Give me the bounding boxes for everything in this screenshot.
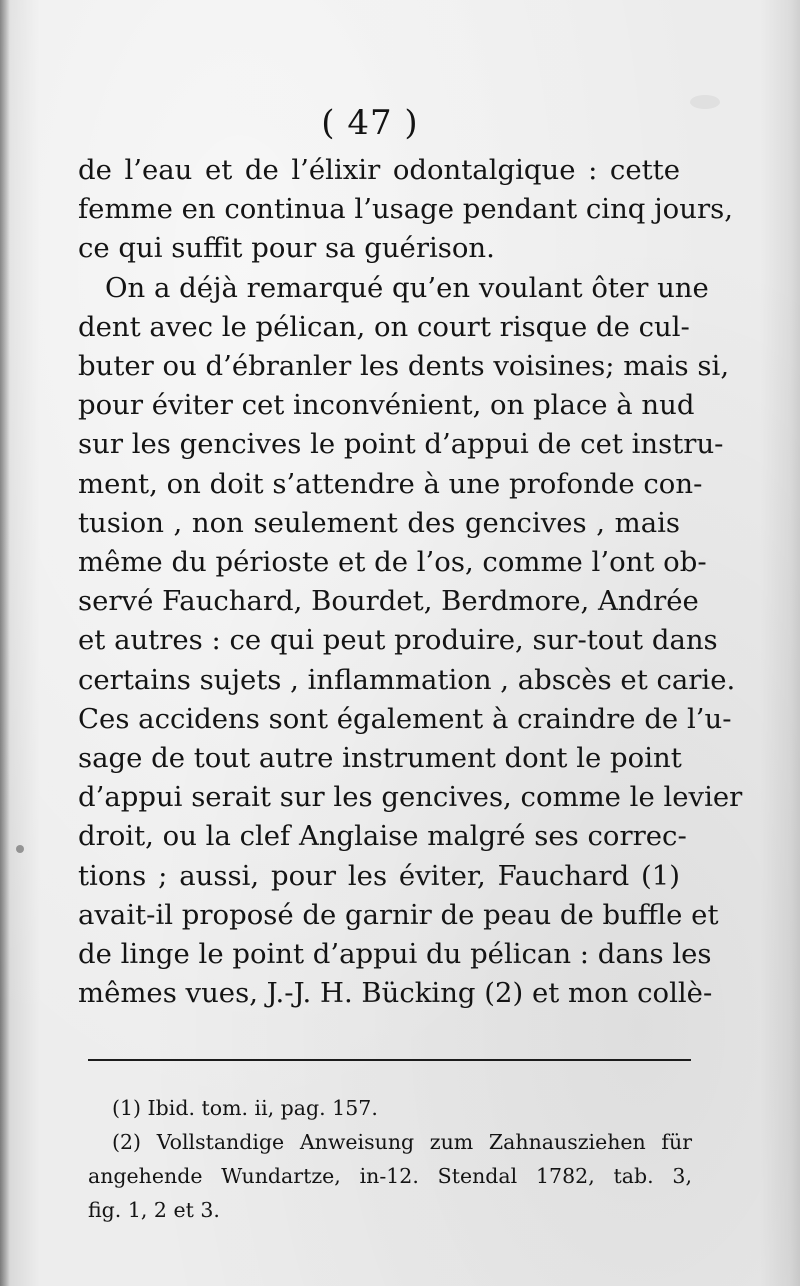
text-line: droit, ou la clef Anglaise malgré ses correc-	[78, 820, 687, 853]
text-line: On a déjà remarqué qu’en voulant ôter une	[105, 271, 709, 304]
text-line: servé Fauchard, Bourdet, Berdmore, Andrée	[78, 585, 699, 618]
text-line: pour éviter cet inconvénient, on place à nud	[78, 389, 695, 422]
text-line: Ces accidens sont également à craindre de l’u-	[78, 702, 732, 735]
text-line: ce qui suffit pour sa guérison.	[78, 232, 495, 265]
paper-stain	[16, 845, 24, 853]
text-line: avait-il proposé de garnir de peau de buffle et	[78, 898, 719, 931]
footnotes	[88, 1091, 692, 1227]
text-line: tusion , non seulement des gencives , mais	[78, 506, 680, 539]
footnote: (1) Ibid. tom. ii, pag. 157.	[112, 1096, 378, 1120]
text-line: de l’eau et de l’élixir odontalgique : cette	[78, 154, 680, 186]
text-line: certains sujets , inflammation , abscès et carie.	[78, 663, 736, 696]
text-line: buter ou d’ébranler les dents voisines; mais si,	[78, 350, 730, 383]
text-line: sage de tout autre instrument dont le point	[78, 742, 682, 775]
footnote-continuation: angehende Wundartze, in-12. Stendal 1782, tab. 3,	[88, 1164, 692, 1188]
text-line: ment, on doit s’attendre à une profonde con-	[78, 467, 703, 500]
text-line: mêmes vues, J.-J. H. Bücking (2) et mon collè-	[78, 977, 713, 1010]
page-edge-shadow	[0, 0, 10, 1286]
footnote-continuation: fig. 1, 2 et 3.	[88, 1198, 220, 1222]
text-line: de linge le point d’appui du pélican : dans les	[78, 938, 712, 971]
text-line: tions ; aussi, pour les éviter, Fauchard (1)	[78, 859, 680, 892]
text-line: sur les gencives le point d’appui de cet instru-	[78, 428, 724, 461]
text-line: même du périoste et de l’os, comme l’ont ob-	[78, 546, 707, 579]
text-line: femme en continua l’usage pendant cinq jours,	[78, 193, 733, 226]
footnote: (2) Vollstandige Anweisung zum Zahnausziehen für	[112, 1130, 692, 1154]
text-line: et autres : ce qui peut produire, sur-tout dans	[78, 624, 718, 657]
body-text	[78, 151, 743, 1013]
text-line: d’appui serait sur les gencives, comme le levier	[78, 781, 743, 814]
text-line: dent avec le pélican, on court risque de cul-	[78, 310, 690, 343]
page-number: ( 47 )	[321, 103, 419, 143]
footnote-divider	[88, 1059, 691, 1061]
